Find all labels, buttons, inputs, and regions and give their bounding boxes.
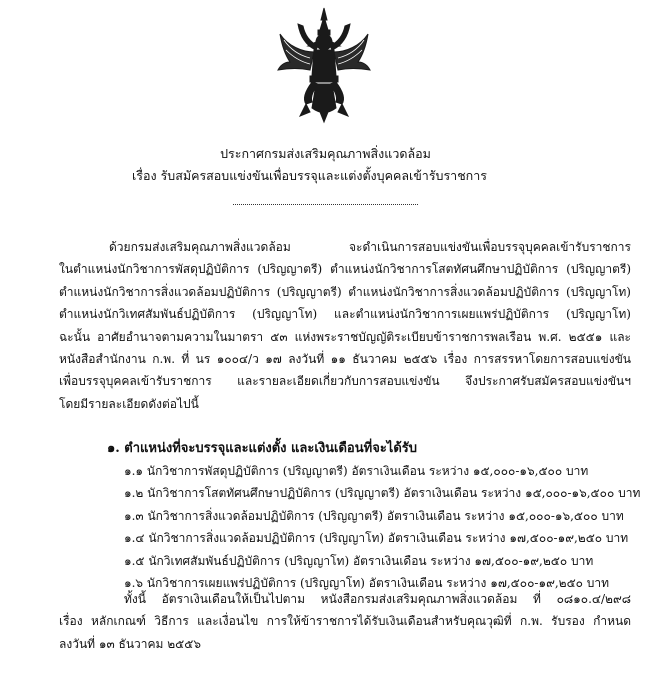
- position-item: ๑.๖ นักวิชาการเผยแพร่ปฏิบัติการ (ปริญญาโท) อัตราเงินเดือน ระหว่าง ๑๗,๕๐๐-๑๙,๒๕๐ บาท: [124, 575, 610, 590]
- paragraph-line: ทั้งนี้ อัตราเงินเดือนให้เป็นไปตาม หนังสือกรมส่งเสริมคุณภาพสิ่งแวดล้อม ที่ ๐๘๑๐.๔/๒๙๘: [124, 592, 631, 606]
- paragraph-line: ด้วยกรมส่งเสริมคุณภาพสิ่งแวดล้อม จะดำเนินการสอบแข่งขันเพื่อบรรจุบุคคลเข้ารับราชการ: [109, 240, 631, 254]
- paragraph-line: โดยมีรายละเอียดดังต่อไปนี้: [59, 396, 199, 411]
- paragraph-line: ตำแหน่งนักวิชาการสิ่งแวดล้อมปฏิบัติการ (ปริญญาตรี) ตำแหน่งนักวิชาการสิ่งแวดล้อมปฏิบัติการ (ปริญญาโท): [59, 284, 631, 299]
- paragraph-line: ลงวันที่ ๑๓ ธันวาคม ๒๕๕๖: [59, 636, 201, 651]
- paragraph-line: หนังสือสำนักงาน ก.พ. ที่ นร ๑๐๐๔/ว ๑๗ ลงวันที่ ๑๑ ธันวาคม ๒๕๕๖ เรื่อง การสรรหาโดยการสอบแข่งขัน: [59, 351, 631, 366]
- position-item: ๑.๑ นักวิชาการพัสดุปฏิบัติการ (ปริญญาตรี) อัตราเงินเดือน ระหว่าง ๑๕,๐๐๐-๑๖,๕๐๐ บาท: [124, 464, 589, 478]
- position-item: ๑.๔ นักวิชาการสิ่งแวดล้อมปฏิบัติการ (ปริญญาโท) อัตราเงินเดือน ระหว่าง ๑๗,๕๐๐-๑๙,๒๕๐ บาท: [124, 531, 629, 546]
- paragraph-line: เรื่อง หลักเกณฑ์ วิธีการ และเงื่อนไข การให้ข้าราชการได้รับเงินเดือนสำหรับคุณวุฒิที่ ก.พ. รับรอง กำหนด: [59, 614, 631, 629]
- paragraph-line: ในตำแหน่งนักวิชาการพัสดุปฏิบัติการ (ปริญญาตรี) ตำแหน่งนักวิชาการโสตทัศนศึกษาปฏิบัติการ (ปริญญาตรี): [59, 262, 631, 277]
- garuda-emblem-icon: [276, 6, 372, 124]
- intro-paragraph: [59, 236, 631, 415]
- salary-note-paragraph: [59, 588, 631, 655]
- paragraph-line: ตำแหน่งนักวิเทศสัมพันธ์ปฏิบัติการ (ปริญญาโท) และตำแหน่งนักวิชาการเผยแพร่ปฏิบัติการ (ปริญญาโท): [59, 307, 631, 322]
- position-item: ๑.๒ นักวิชาการโสตทัศนศึกษาปฏิบัติการ (ปริญญาตรี) อัตราเงินเดือน ระหว่าง ๑๕,๐๐๐-๑๖,๕๐๐ บาท: [124, 486, 641, 501]
- paragraph-line: ฉะนั้น อาศัยอำนาจตามความในมาตรา ๕๓ แห่งพระราชบัญญัติระเบียบข้าราชการพลเรือน พ.ศ. ๒๕๕๑ และ: [59, 329, 631, 344]
- announcement-title: ประกาศกรมส่งเสริมคุณภาพสิ่งแวดล้อม: [220, 146, 431, 161]
- position-item: ๑.๕ นักวิเทศสัมพันธ์ปฏิบัติการ (ปริญญาโท) อัตราเงินเดือน ระหว่าง ๑๗,๕๐๐-๑๙,๒๕๐ บาท: [124, 553, 594, 568]
- separator-dotted-line: [233, 198, 418, 205]
- section-1-heading: ๑. ตำแหน่งที่จะบรรจุและแต่งตั้ง และเงินเดือนที่จะได้รับ: [107, 441, 418, 456]
- paragraph-line: เพื่อบรรจุบุคคลเข้ารับราชการ และรายละเอียดเกี่ยวกับการสอบแข่งขัน จึงประกาศรับสมัครสอบแข่งขันฯ: [59, 374, 631, 389]
- announcement-subject: เรื่อง รับสมัครสอบแข่งขันเพื่อบรรจุและแต่งตั้งบุคคลเข้ารับราชการ: [132, 168, 487, 183]
- position-list: [124, 460, 641, 594]
- position-item: ๑.๓ นักวิชาการสิ่งแวดล้อมปฏิบัติการ (ปริญญาตรี) อัตราเงินเดือน ระหว่าง ๑๕,๐๐๐-๑๖,๕๐๐ บาท: [124, 508, 624, 523]
